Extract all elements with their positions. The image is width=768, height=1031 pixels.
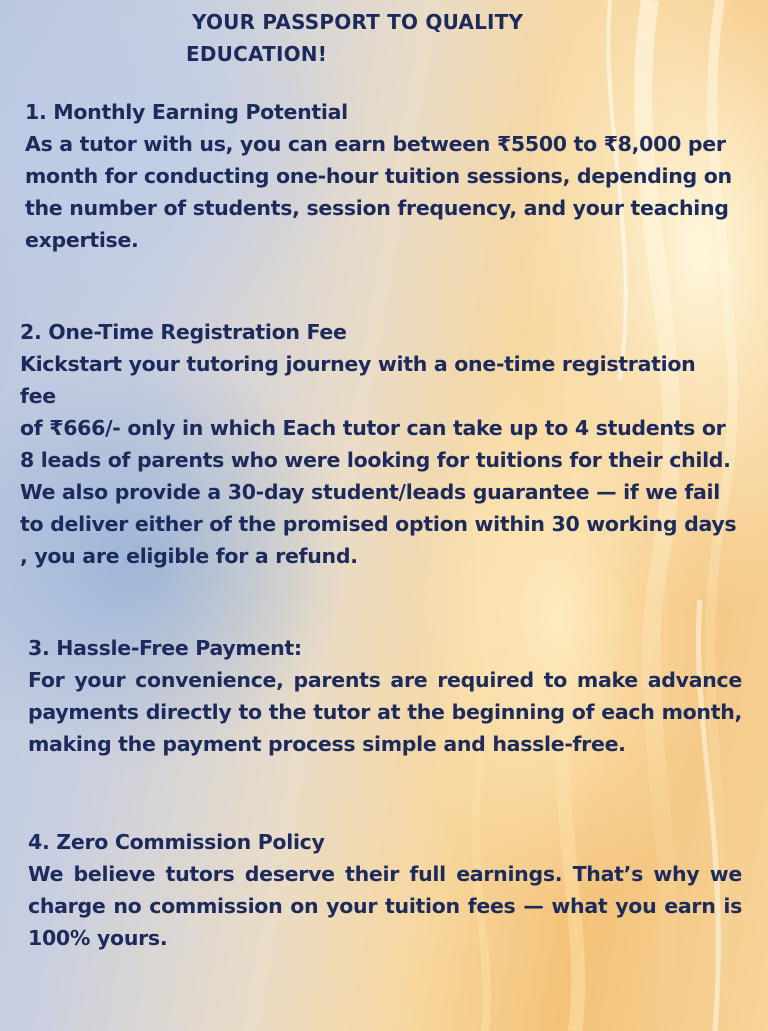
section-registration-fee xyxy=(20,316,738,572)
section-body: For your convenience, parents are required to make advance payments directly to the tutor at the beginning of each month, making the payment process simple and hassle-free. xyxy=(28,668,742,756)
section-monthly-earning xyxy=(25,96,737,256)
section-hassle-free-payment xyxy=(28,632,742,760)
title-line-1: YOUR PASSPORT TO QUALITY xyxy=(192,10,524,34)
section-body: Kickstart your tutoring journey with a one-time registration fee of ₹666/- only in which Each tutor can take up to 4 students or 8 leads of parents who were looking for tuitions for their child. We also provide a 30-day student/leads guarantee — if we fail to deliver either of the promised option within 30 working days , you are eligible for a refund. xyxy=(20,352,737,568)
page-title xyxy=(186,6,586,70)
section-heading: 4. Zero Commission Policy xyxy=(28,830,325,854)
section-heading: 1. Monthly Earning Potential xyxy=(25,100,348,124)
title-line-2: EDUCATION! xyxy=(186,42,328,66)
section-zero-commission xyxy=(28,826,742,954)
section-heading: 2. One-Time Registration Fee xyxy=(20,320,347,344)
section-body: As a tutor with us, you can earn between ₹5500 to ₹8,000 per month for conducting one-hour tuition sessions, depending on the number of students, session frequency, and your teaching expertise. xyxy=(25,132,732,252)
section-heading: 3. Hassle-Free Payment: xyxy=(28,636,302,660)
section-body: We believe tutors deserve their full earnings. That’s why we charge no commission on your tuition fees — what you earn is 100% yours. xyxy=(28,862,742,950)
